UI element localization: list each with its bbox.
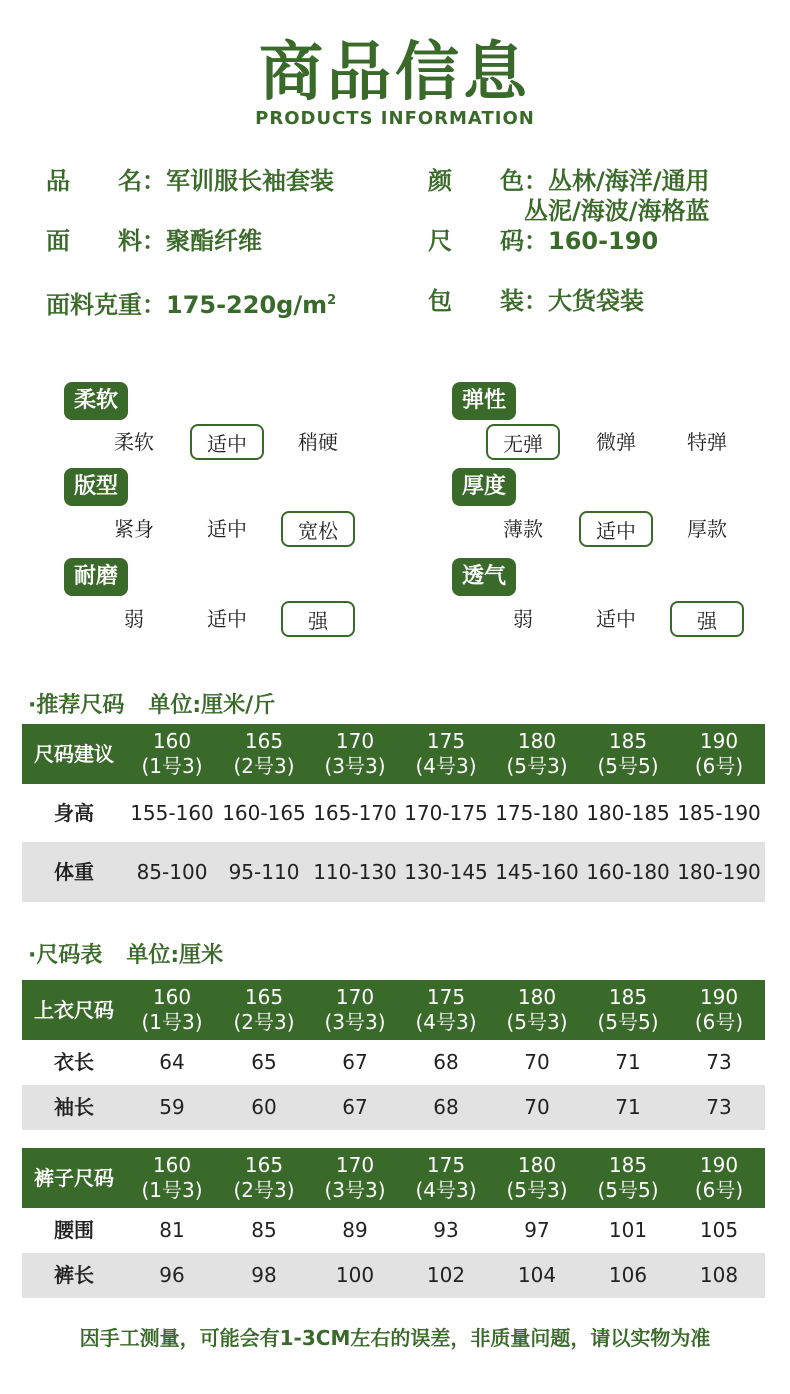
table-cell: 96 xyxy=(159,1263,185,1287)
size-code: (5号5) xyxy=(597,1178,659,1202)
table-cell: 85 xyxy=(251,1218,277,1242)
size-column-header xyxy=(400,1148,492,1208)
feature-option-selected: 强 xyxy=(281,601,355,637)
table-cell: 85-100 xyxy=(136,859,208,884)
table-row xyxy=(22,1085,765,1130)
info-color xyxy=(428,166,710,196)
size-code: (4号3) xyxy=(415,1010,477,1034)
size-code: (5号5) xyxy=(597,754,659,778)
info-fabric xyxy=(46,226,262,256)
size-number: 190 xyxy=(699,985,739,1009)
size-code: (2号3) xyxy=(233,1178,295,1202)
page-title: 商品信息 xyxy=(259,36,531,110)
row-label: 体重 xyxy=(54,859,94,884)
table-cell: 95-110 xyxy=(228,859,300,884)
recommend-table xyxy=(22,724,765,902)
table-header-label: 尺码建议 xyxy=(34,741,114,766)
table-cell: 104 xyxy=(517,1263,557,1287)
feature-option: 适中 xyxy=(207,517,247,541)
size-number: 160 xyxy=(152,985,192,1009)
table-cell: 102 xyxy=(426,1263,466,1287)
info-weight xyxy=(46,286,336,320)
size-column-header xyxy=(400,724,492,784)
size-code: (1号3) xyxy=(141,1010,203,1034)
table-cell: 180-190 xyxy=(677,859,761,884)
size-number: 165 xyxy=(244,729,284,753)
size-code: (6号) xyxy=(694,754,744,778)
table-cell: 59 xyxy=(159,1095,185,1119)
table-cell: 89 xyxy=(342,1218,368,1242)
info-size-label: 尺 码： xyxy=(428,227,548,255)
size-column-header xyxy=(218,1148,310,1208)
table-row xyxy=(22,1208,765,1253)
size-code: (1号3) xyxy=(141,1178,203,1202)
page-subtitle: PRODUCTS INFORMATION xyxy=(255,108,535,129)
table-cell: 110-130 xyxy=(313,859,397,884)
size-number: 180 xyxy=(517,729,557,753)
size-chart-heading xyxy=(28,938,247,969)
info-name xyxy=(46,166,334,196)
feature-option: 薄款 xyxy=(503,517,543,541)
size-code: (3号3) xyxy=(324,1178,386,1202)
size-column-header xyxy=(126,1148,218,1208)
size-number: 175 xyxy=(426,1153,466,1177)
info-weight-value: 175-220g/m xyxy=(166,291,328,319)
table-row xyxy=(22,842,765,902)
size-code: (2号3) xyxy=(233,1010,295,1034)
feature-option: 弱 xyxy=(513,607,533,631)
size-number: 170 xyxy=(335,1153,375,1177)
feature-option-selected: 无弹 xyxy=(486,424,560,460)
feature-option: 适中 xyxy=(596,607,636,631)
table-cell: 160-165 xyxy=(222,800,306,825)
size-column-header xyxy=(582,980,674,1040)
table-cell: 97 xyxy=(524,1218,550,1242)
size-code: (5号3) xyxy=(506,1178,568,1202)
feature-tag: 透气 xyxy=(452,558,516,596)
feature-option-selected: 宽松 xyxy=(281,511,355,547)
size-column-header xyxy=(309,980,401,1040)
table-row xyxy=(22,1253,765,1298)
table-cell: 105 xyxy=(699,1218,739,1242)
feature-option: 紧身 xyxy=(114,517,154,541)
info-weight-sup: 2 xyxy=(327,293,337,308)
table-cell: 130-145 xyxy=(404,859,488,884)
feature-tag: 柔软 xyxy=(64,382,128,420)
table-header-label: 裤子尺码 xyxy=(34,1165,114,1190)
feature-tag: 厚度 xyxy=(452,468,516,506)
size-number: 160 xyxy=(152,1153,192,1177)
table-cell: 67 xyxy=(342,1050,368,1074)
size-column-header xyxy=(673,1148,765,1208)
size-column-header xyxy=(218,980,310,1040)
size-code: (6号) xyxy=(694,1010,744,1034)
size-code: (4号3) xyxy=(415,754,477,778)
size-code: (1号3) xyxy=(141,754,203,778)
size-number: 185 xyxy=(608,729,648,753)
size-number: 175 xyxy=(426,729,466,753)
size-number: 180 xyxy=(517,985,557,1009)
size-column-header xyxy=(218,724,310,784)
table-cell: 68 xyxy=(433,1050,459,1074)
table-cell: 67 xyxy=(342,1095,368,1119)
info-name-label: 品 名： xyxy=(46,167,166,195)
info-pack xyxy=(428,286,644,316)
row-label: 腰围 xyxy=(54,1218,94,1242)
size-chart-unit: 单位:厘米 xyxy=(126,943,224,968)
pants-size-table xyxy=(22,1148,765,1298)
size-code: (3号3) xyxy=(324,754,386,778)
info-pack-value: 大货袋装 xyxy=(548,287,644,315)
table-cell: 175-180 xyxy=(495,800,579,825)
table-cell: 93 xyxy=(433,1218,459,1242)
size-number: 190 xyxy=(699,1153,739,1177)
info-weight-label: 面料克重： xyxy=(46,291,166,319)
size-column-header xyxy=(491,980,583,1040)
info-color-line2 xyxy=(524,196,710,226)
recommend-heading xyxy=(28,688,299,719)
table-cell: 180-185 xyxy=(586,800,670,825)
size-column-header xyxy=(491,724,583,784)
size-number: 185 xyxy=(608,985,648,1009)
table-header-row xyxy=(22,724,765,784)
feature-option: 厚款 xyxy=(687,517,727,541)
table-cell: 170-175 xyxy=(404,800,488,825)
size-code: (6号) xyxy=(694,1178,744,1202)
table-cell: 145-160 xyxy=(495,859,579,884)
table-cell: 64 xyxy=(159,1050,185,1074)
table-cell: 98 xyxy=(251,1263,277,1287)
size-number: 190 xyxy=(699,729,739,753)
feature-tag: 弹性 xyxy=(452,382,516,420)
size-column-header xyxy=(673,724,765,784)
top-size-table xyxy=(22,980,765,1130)
recommend-unit: 单位:厘米/斤 xyxy=(148,693,276,718)
table-header-label: 上衣尺码 xyxy=(34,997,114,1022)
recommend-title: ·推荐尺码 xyxy=(28,693,125,718)
table-cell: 73 xyxy=(706,1095,732,1119)
feature-option: 弱 xyxy=(124,607,144,631)
row-label: 衣长 xyxy=(54,1050,94,1074)
table-cell: 155-160 xyxy=(130,800,214,825)
footer-note: 因手工测量，可能会有1-3CM左右的误差，非质量问题，请以实物为准 xyxy=(79,1326,711,1350)
size-column-header xyxy=(582,1148,674,1208)
table-row xyxy=(22,1040,765,1085)
table-cell: 185-190 xyxy=(677,800,761,825)
size-column-header xyxy=(309,1148,401,1208)
feature-option-selected: 强 xyxy=(670,601,744,637)
table-cell: 65 xyxy=(251,1050,277,1074)
info-color-label: 颜 色： xyxy=(428,167,548,195)
feature-option-selected: 适中 xyxy=(579,511,653,547)
table-header-row xyxy=(22,980,765,1040)
info-size xyxy=(428,226,658,256)
table-row xyxy=(22,784,765,842)
size-code: (3号3) xyxy=(324,1010,386,1034)
feature-option: 特弹 xyxy=(687,430,727,454)
table-cell: 60 xyxy=(251,1095,277,1119)
table-cell: 70 xyxy=(524,1050,550,1074)
feature-tag: 版型 xyxy=(64,468,128,506)
size-column-header xyxy=(400,980,492,1040)
info-fabric-value: 聚酯纤维 xyxy=(166,227,262,255)
table-cell: 101 xyxy=(608,1218,648,1242)
feature-option: 稍硬 xyxy=(298,430,338,454)
size-column-header xyxy=(126,980,218,1040)
size-number: 170 xyxy=(335,985,375,1009)
size-number: 175 xyxy=(426,985,466,1009)
row-label: 身高 xyxy=(54,800,94,825)
table-header-row xyxy=(22,1148,765,1208)
size-column-header xyxy=(673,980,765,1040)
size-code: (5号3) xyxy=(506,754,568,778)
table-cell: 73 xyxy=(706,1050,732,1074)
table-cell: 108 xyxy=(699,1263,739,1287)
table-cell: 165-170 xyxy=(313,800,397,825)
table-cell: 71 xyxy=(615,1050,641,1074)
info-color-value-2: 丛泥/海波/海格蓝 xyxy=(524,197,710,225)
table-cell: 160-180 xyxy=(586,859,670,884)
size-column-header xyxy=(491,1148,583,1208)
size-chart-title: ·尺码表 xyxy=(28,943,103,968)
feature-option: 微弹 xyxy=(596,430,636,454)
size-column-header xyxy=(582,724,674,784)
size-number: 165 xyxy=(244,985,284,1009)
table-cell: 70 xyxy=(524,1095,550,1119)
size-code: (2号3) xyxy=(233,754,295,778)
info-fabric-label: 面 料： xyxy=(46,227,166,255)
info-size-value: 160-190 xyxy=(548,227,659,255)
table-cell: 71 xyxy=(615,1095,641,1119)
info-name-value: 军训服长袖套装 xyxy=(166,167,334,195)
row-label: 袖长 xyxy=(54,1095,94,1119)
size-code: (5号3) xyxy=(506,1010,568,1034)
size-column-header xyxy=(309,724,401,784)
table-cell: 68 xyxy=(433,1095,459,1119)
size-column-header xyxy=(126,724,218,784)
info-pack-label: 包 装： xyxy=(428,287,548,315)
row-label: 裤长 xyxy=(54,1263,94,1287)
table-cell: 100 xyxy=(335,1263,375,1287)
size-number: 165 xyxy=(244,1153,284,1177)
table-cell: 106 xyxy=(608,1263,648,1287)
size-code: (5号5) xyxy=(597,1010,659,1034)
info-color-value-1: 丛林/海洋/通用 xyxy=(548,167,710,195)
feature-option: 适中 xyxy=(207,607,247,631)
size-code: (4号3) xyxy=(415,1178,477,1202)
table-cell: 81 xyxy=(159,1218,185,1242)
size-number: 160 xyxy=(152,729,192,753)
feature-tag: 耐磨 xyxy=(64,558,128,596)
size-number: 185 xyxy=(608,1153,648,1177)
size-number: 180 xyxy=(517,1153,557,1177)
feature-option-selected: 适中 xyxy=(190,424,264,460)
feature-option: 柔软 xyxy=(114,430,154,454)
size-number: 170 xyxy=(335,729,375,753)
